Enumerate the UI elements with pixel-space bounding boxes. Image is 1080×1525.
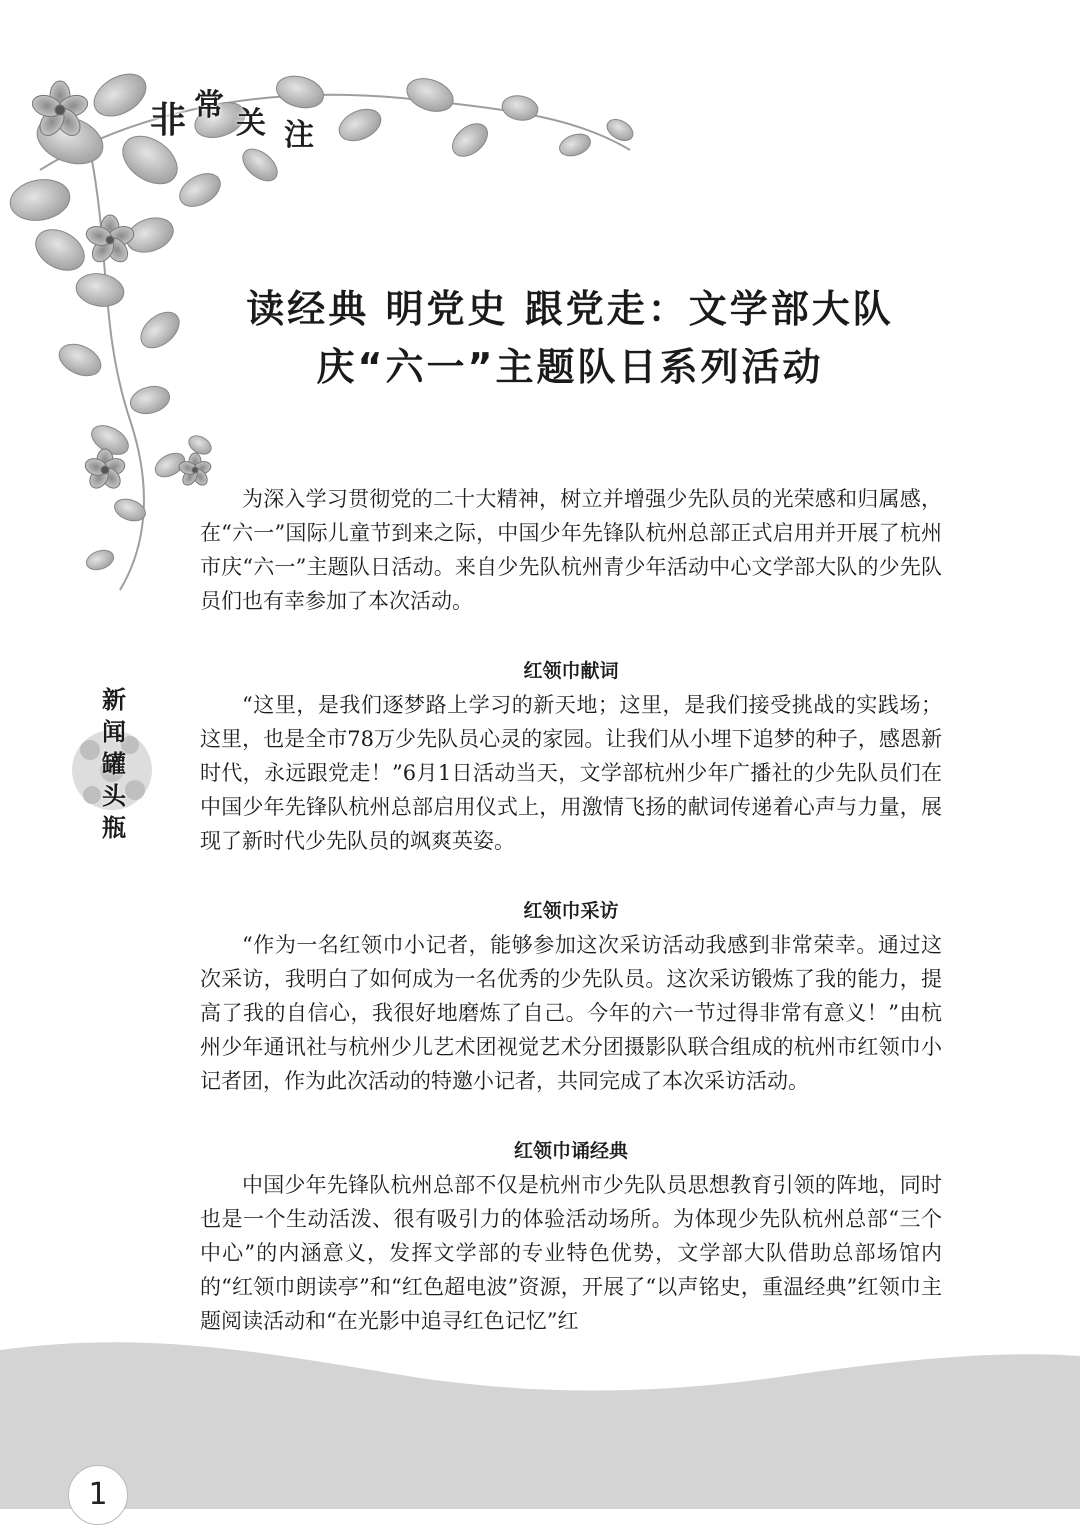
section-paragraph: “作为一名红领巾小记者，能够参加这次采访活动我感到非常荣幸。通过这次采访，我明白了如何成为一名优秀的少先队员。这次采访锻炼了我的能力，提高了我的自信心，我很好地磨炼了自己。今年的六一节过得非常有意义！”由杭州少年通讯社与杭州少儿艺术团视觉艺术分团摄影队联合组成的杭州市红领巾小记者团，作为此次活动的特邀小记者，共同完成了本次采访活动。 xyxy=(200,933,942,1093)
section-heading: 红领巾采访 xyxy=(523,900,619,922)
article-body xyxy=(200,482,942,1338)
section-heading: 红领巾诵经典 xyxy=(513,1140,628,1162)
side-label-char: 罐 xyxy=(102,750,126,778)
side-label-char: 闻 xyxy=(102,718,126,746)
section-badge-char: 非 xyxy=(150,100,187,141)
side-label-char: 瓶 xyxy=(102,814,126,842)
side-column-label xyxy=(72,684,152,854)
page-number: 1 xyxy=(68,1465,128,1525)
article-title xyxy=(200,280,940,396)
article-title-line2: 庆“六一”主题队日系列活动 xyxy=(316,345,824,389)
bottom-wave xyxy=(0,1342,1080,1509)
side-label-char: 头 xyxy=(102,782,126,810)
section-badge-char: 关 xyxy=(236,106,266,141)
section-paragraph: 中国少年先锋队杭州总部不仅是杭州市少先队员思想教育引领的阵地，同时也是一个生动活泼、很有吸引力的体验活动场所。为体现少先队杭州总部“三个中心”的内涵意义，发挥文学部的专业特色优势，文学部大队借助总部场馆内的“红领巾朗读亭”和“红色超电波”资源，开展了“以声铭史，重温经典”红领巾主题阅读活动和“在光影中追寻红色记忆”红 xyxy=(200,1173,942,1333)
side-label-char: 新 xyxy=(102,686,126,714)
section-badge-char: 注 xyxy=(284,118,314,153)
intro-paragraph: 为深入学习贯彻党的二十大精神，树立并增强少先队员的光荣感和归属感，在“六一”国际儿童节到来之际，中国少年先锋队杭州总部正式启用并开展了杭州市庆“六一”主题队日活动。来自少先队杭州青少年活动中心文学部大队的少先队员们也有幸参加了本次活动。 xyxy=(200,487,942,613)
article-title-line1: 读经典 明党史 跟党走：文学部大队 xyxy=(246,287,894,331)
section-heading: 红领巾献词 xyxy=(523,660,619,682)
section-badge xyxy=(150,88,340,153)
section-badge-char: 常 xyxy=(194,88,224,123)
section-paragraph: “这里，是我们逐梦路上学习的新天地；这里，是我们接受挑战的实践场；这里，也是全市78万少先队员心灵的家园。让我们从小埋下追梦的种子，感恩新时代，永远跟党走！”6月1日活动当天，文学部杭州少年广播社的少先队员们在中国少年先锋队杭州总部启用仪式上，用激情飞扬的献词传递着心声与力量，展现了新时代少先队员的飒爽英姿。 xyxy=(200,693,942,853)
